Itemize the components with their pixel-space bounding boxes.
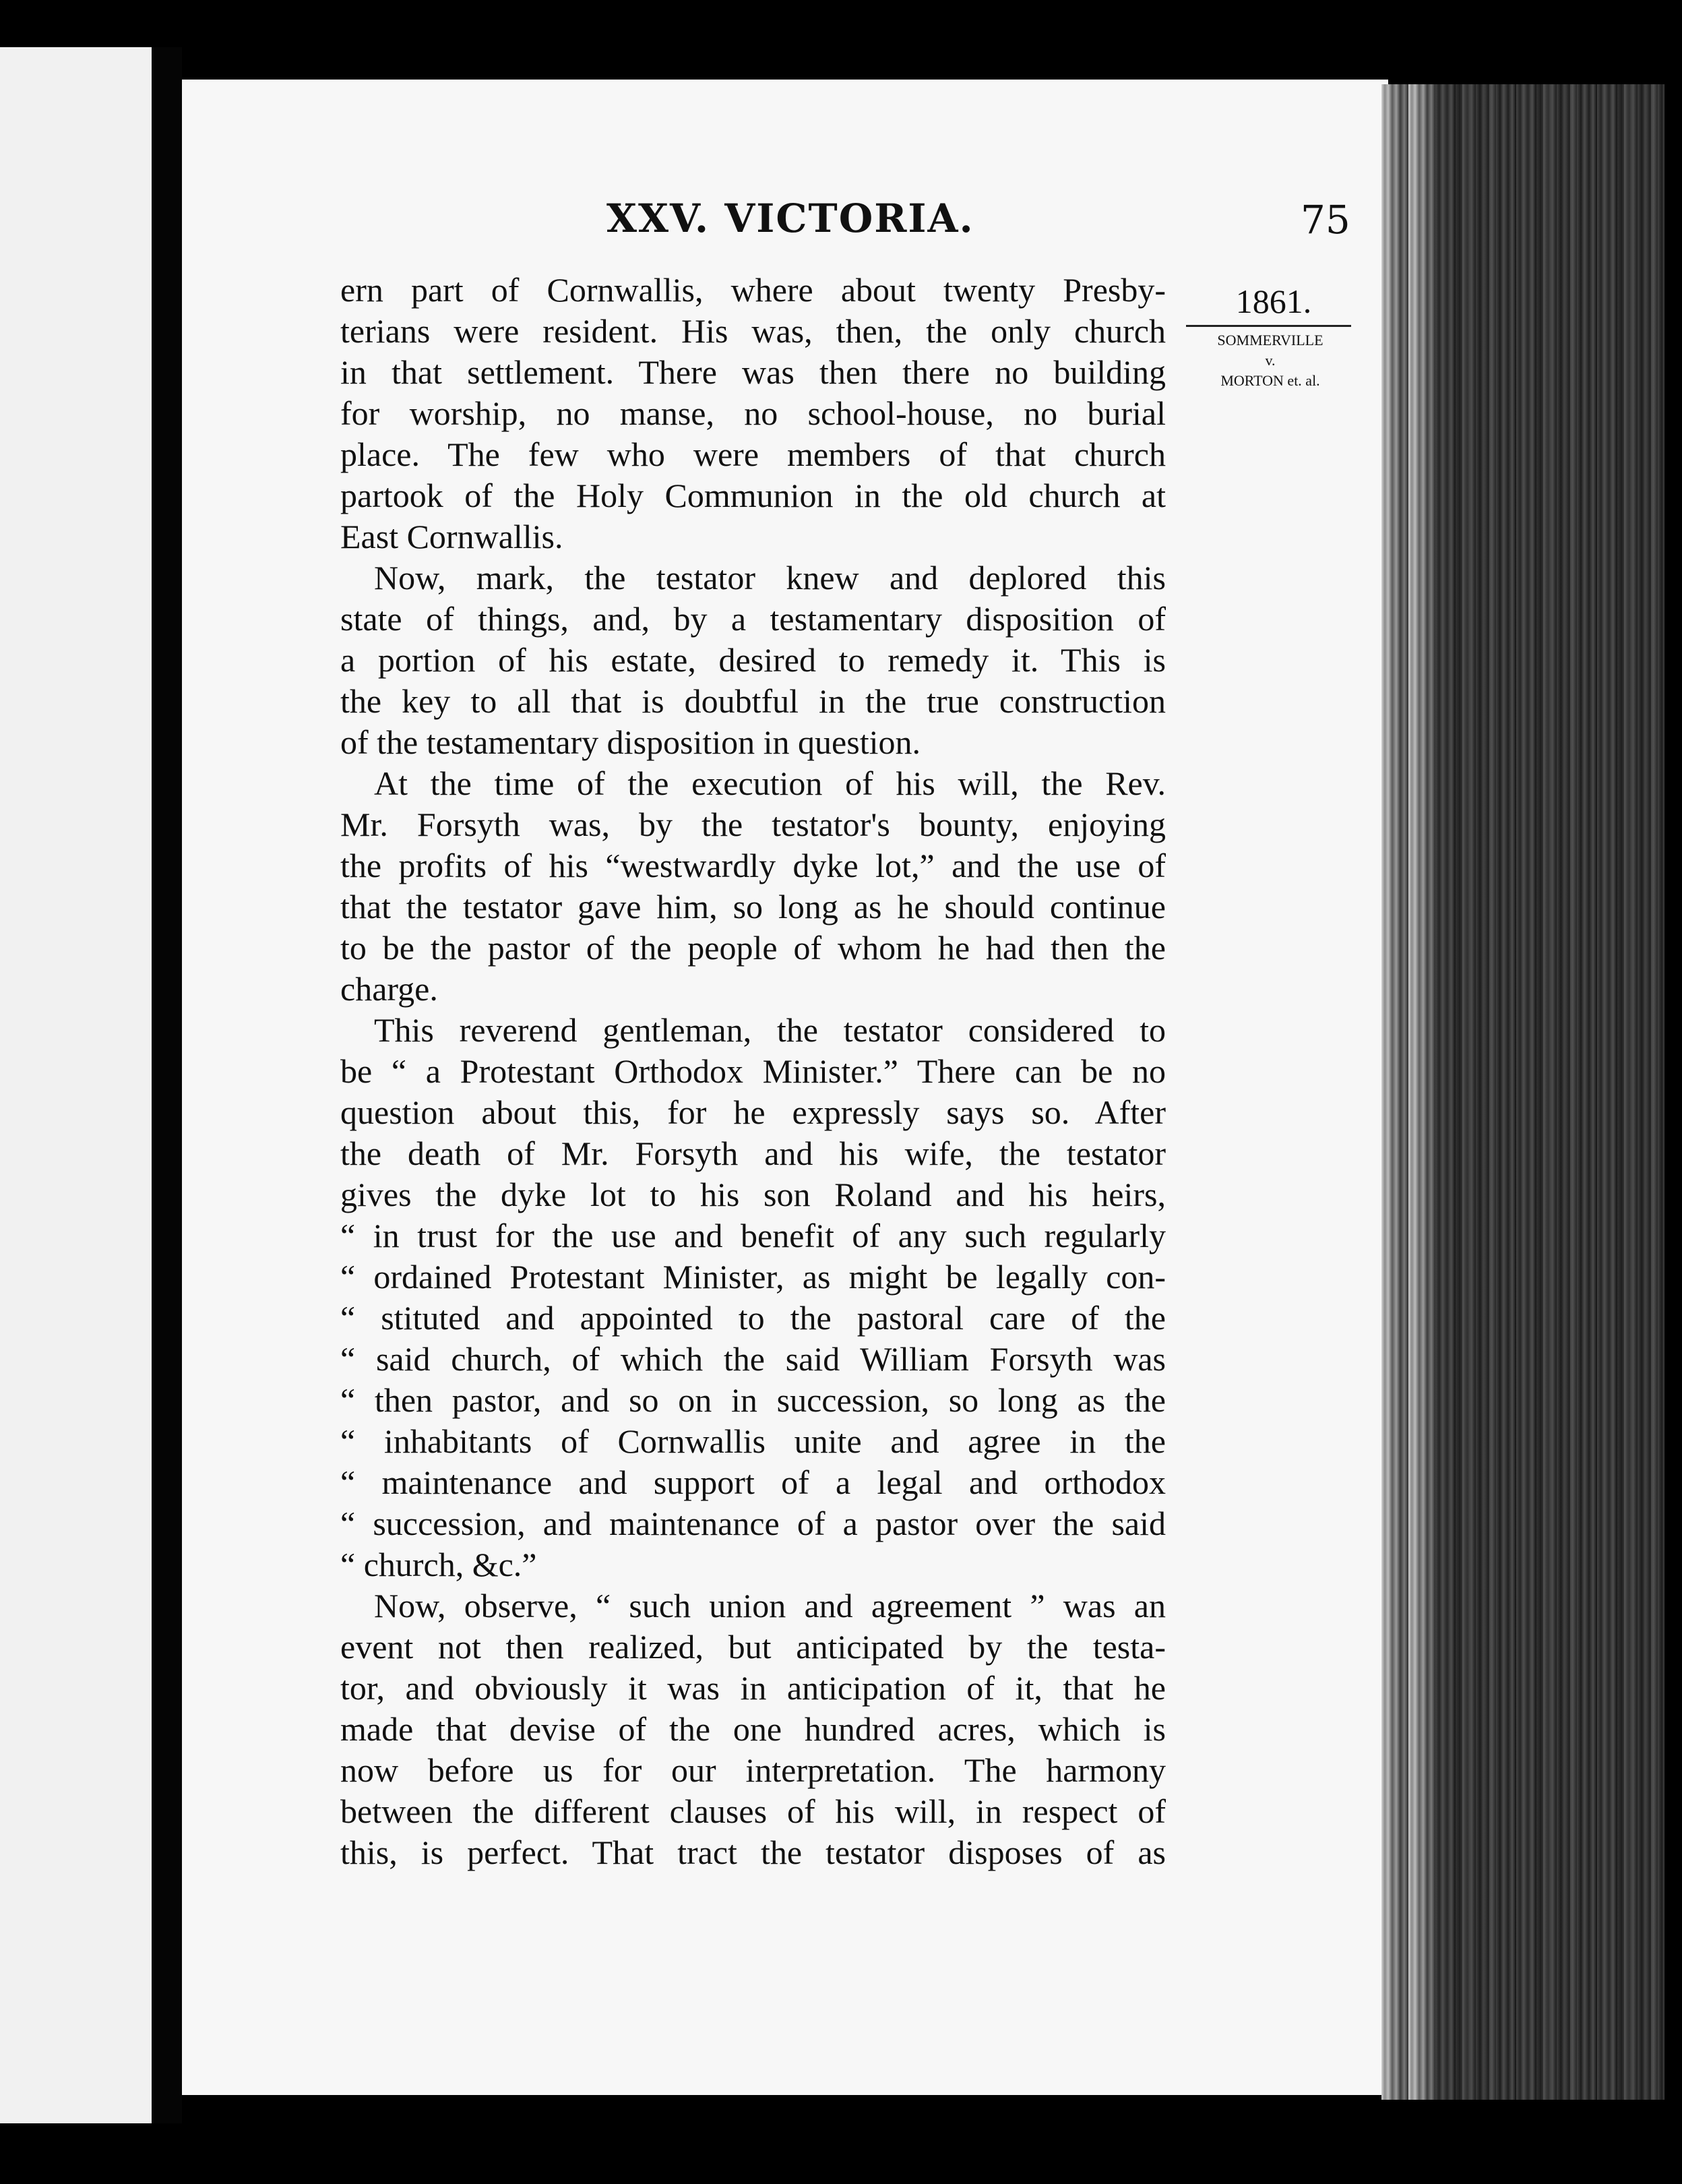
text-line: to be the pastor of the people of whom he had then the	[340, 929, 1166, 967]
text-line: this, is perfect. That tract the testator disposes of as	[340, 1833, 1166, 1871]
text-line: gives the dyke lot to his son Roland and his heirs,	[340, 1176, 1166, 1213]
text-line: made that devise of the one hundred acres, which is	[340, 1710, 1166, 1748]
body-text	[340, 270, 1166, 1873]
text-line: “ maintenance and support of a legal and orthodox	[340, 1463, 1166, 1501]
text-line: now before us for our interpretation. The harmony	[340, 1751, 1166, 1789]
running-head: XXV. VICTORIA.	[606, 195, 974, 241]
left-page-edge	[0, 47, 152, 2123]
text-line: “ inhabitants of Cornwallis unite and agree in the	[340, 1422, 1166, 1460]
text-line: “ in trust for the use and benefit of any such regularly	[340, 1217, 1166, 1254]
text-line: This reverend gentleman, the testator considered to	[374, 1011, 1166, 1049]
text-line: Mr. Forsyth was, by the testator's bounty, enjoying	[340, 806, 1166, 843]
book-cover-edge	[1435, 84, 1664, 2100]
text-line: “ ordained Protestant Minister, as might be legally con-	[340, 1258, 1166, 1296]
text-line: At the time of the execution of his will, the Rev.	[374, 764, 1166, 802]
text-line: state of things, and, by a testamentary disposition of	[340, 600, 1166, 638]
text-line: the profits of his “westwardly dyke lot,” and the use of	[340, 847, 1166, 884]
text-line: the death of Mr. Forsyth and his wife, the testator	[340, 1134, 1166, 1172]
text-line: “ succession, and maintenance of a pastor over the said	[340, 1505, 1166, 1542]
text-line: “ then pastor, and so on in succession, so long as the	[340, 1381, 1166, 1419]
text-line: charge.	[340, 970, 438, 1008]
margin-case-line: SOMMERVILLE	[1217, 332, 1323, 348]
text-line: question about this, for he expressly says so. After	[340, 1093, 1166, 1131]
text-line: that the testator gave him, so long as he should continue	[340, 888, 1166, 926]
text-line: Now, observe, “ such union and agreement ” was an	[374, 1587, 1166, 1625]
text-line: a portion of his estate, desired to remedy it. This is	[340, 641, 1166, 679]
book-gutter	[152, 47, 182, 2123]
margin-year: 1861.	[1235, 282, 1312, 320]
text-line: place. The few who were members of that church	[340, 435, 1166, 473]
text-line: event not then realized, but anticipated by the testa-	[340, 1628, 1166, 1666]
text-line: tor, and obviously it was in anticipation of it, that he	[340, 1669, 1166, 1707]
text-line: Now, mark, the testator knew and deplored this	[374, 559, 1166, 597]
margin-rule	[1186, 325, 1351, 327]
page-number: 75	[1301, 197, 1350, 243]
text-line: ern part of Cornwallis, where about twenty Presby-	[340, 271, 1166, 309]
text-line: the key to all that is doubtful in the true construction	[340, 682, 1166, 720]
text-line: partook of the Holy Communion in the old church at	[340, 477, 1166, 514]
text-line: be “ a Protestant Orthodox Minister.” There can be no	[340, 1052, 1166, 1090]
text-line: “ stituted and appointed to the pastoral care of the	[340, 1299, 1166, 1337]
text-line: “ said church, of which the said William Forsyth was	[340, 1340, 1166, 1378]
text-line: East Cornwallis.	[340, 518, 563, 555]
text-line: between the different clauses of his will, in respect of	[340, 1792, 1166, 1830]
text-line: terians were resident. His was, then, the only church	[340, 312, 1166, 350]
margin-case-line: v.	[1265, 352, 1276, 369]
text-line: of the testamentary disposition in question.	[340, 723, 921, 761]
text-line: in that settlement. There was then there no building	[340, 353, 1166, 391]
text-line: for worship, no manse, no school-house, no burial	[340, 394, 1166, 432]
margin-case-name	[1176, 330, 1365, 391]
text-line: “ church, &c.”	[340, 1546, 537, 1583]
margin-case-line: MORTON et. al.	[1220, 372, 1320, 389]
